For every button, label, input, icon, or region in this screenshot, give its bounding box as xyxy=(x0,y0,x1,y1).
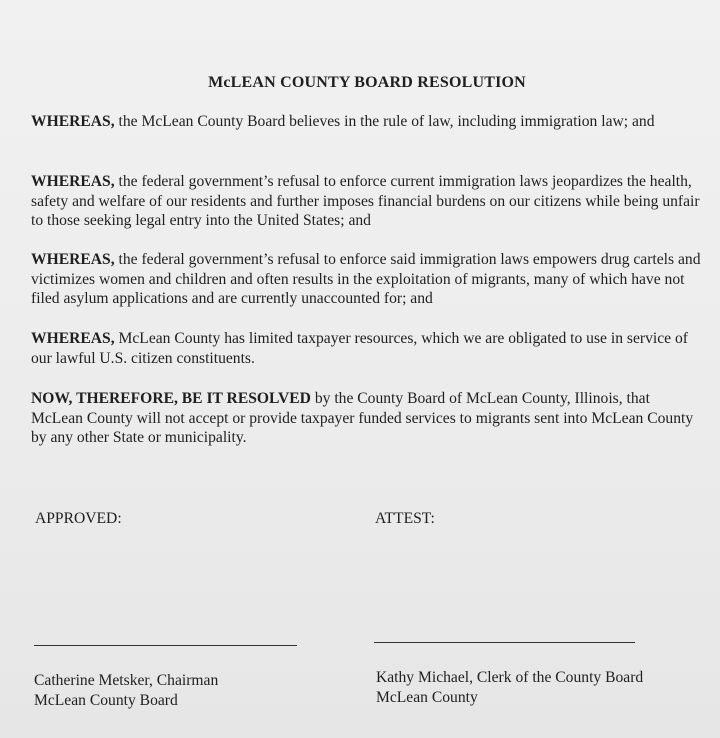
paragraph-lead: WHEREAS, xyxy=(31,113,115,130)
paragraph-text: McLean County has limited taxpayer resources, which we are obligated to use in service of our lawful U.S. citizen constituents. xyxy=(31,330,688,367)
paragraph-lead: WHEREAS, xyxy=(31,251,115,268)
paragraph-text: the federal government’s refusal to enforce current immigration laws jeopardizes the health, safety and welfare of our residents and further imposes financial burdens on our citizens while being unfair to those seeking legal entry into the United States; and xyxy=(31,173,700,229)
attest-signature-line xyxy=(374,642,635,643)
paragraph-lead: NOW, THEREFORE, BE IT RESOLVED xyxy=(31,390,311,407)
approved-signature-line xyxy=(34,645,297,646)
document-title: McLEAN COUNTY BOARD RESOLUTION xyxy=(208,74,526,91)
whereas-paragraph-4 xyxy=(31,329,703,368)
approved-label: APPROVED: xyxy=(35,510,122,527)
paragraph-lead: WHEREAS, xyxy=(31,330,115,347)
attest-signer-name: Kathy Michael, Clerk of the County Board xyxy=(376,669,644,686)
paragraph-lead: WHEREAS, xyxy=(31,173,115,190)
paragraph-text: by the County Board of McLean County, Illinois, that McLean County will not accept or provide taxpayer funded services to migrants sent into McLean County by any other State or municipality. xyxy=(31,390,694,446)
whereas-paragraph-3 xyxy=(31,250,703,309)
attest-signer-org: McLean County xyxy=(376,689,478,706)
whereas-paragraph-1 xyxy=(31,112,703,132)
attest-label: ATTEST: xyxy=(375,510,435,527)
approved-signer-block xyxy=(34,671,218,711)
whereas-paragraph-2 xyxy=(31,172,703,231)
attest-signer-block xyxy=(376,668,643,708)
approved-signer-name: Catherine Metsker, Chairman xyxy=(34,672,219,689)
approved-signer-org: McLean County Board xyxy=(34,692,178,709)
resolved-paragraph xyxy=(31,389,703,448)
paragraph-text: the federal government’s refusal to enforce said immigration laws empowers drug cartels and victimizes women and children and often results in the exploitation of migrants, many of which have not filed asylum applications and are currently unaccounted for; and xyxy=(31,251,701,307)
paragraph-text: the McLean County Board believes in the rule of law, including immigration law; and xyxy=(114,113,655,130)
